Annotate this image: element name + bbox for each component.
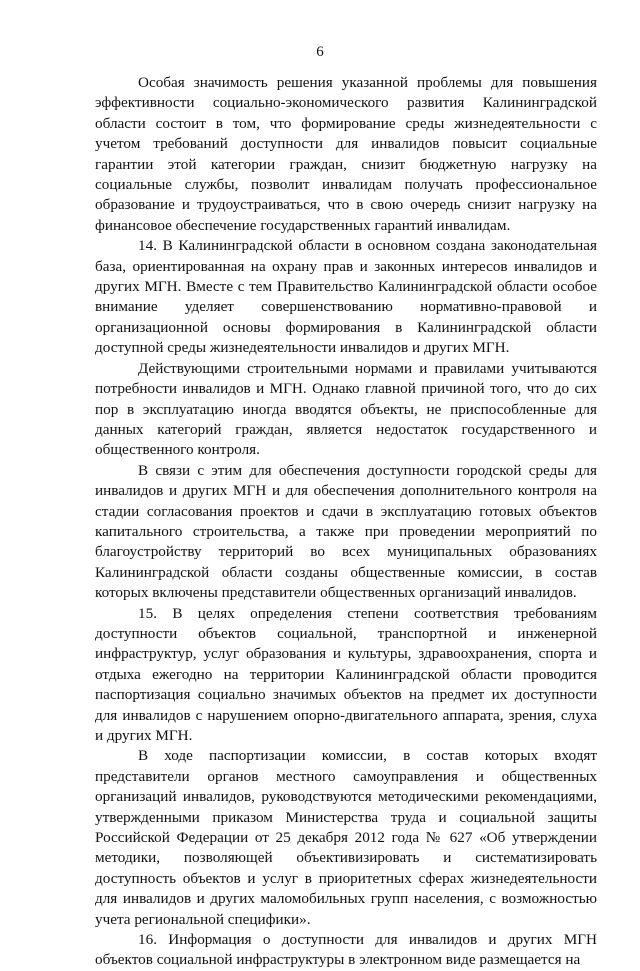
paragraph-building-norms: Действующими строительными нормами и правилами учитываются потребности инвалидов и МГН. Однако главной причиной того, что до сих пор в эксплуатацию иногда вводятся объекты, не приспособленные для данных категорий граждан, является недостаток государственного и общественного контроля. <box>95 359 597 459</box>
paragraph-methodical-recommendations: В ходе паспортизации комиссии, в состав которых входят представители органов местного самоуправления и общественных организаций инвалидов, руководствуются методическими рекомендациями, утвержденными приказом Министерства труда и социальной защиты Российской Федерации от 25 декабря 2012 года № 627 «Об утверждении методики, позволяющей объективизировать и систематизировать доступность объектов и услуг в приоритетных сферах жизнедеятельности для инвалидов и других маломобильных групп населения, с возможностью учета региональной специфики». <box>95 747 597 928</box>
document-body <box>95 73 597 971</box>
paragraph-14-legislative-base: 14. В Калининградской области в основном создана законодательная база, ориентированная на охрану прав и законных интересов инвалидов и других МГН. Вместе с тем Правительство Калининградской области особое внимание уделяет совершенствованию нормативно-правовой и организационной основы формирования в Калининградской области доступной среды жизнедеятельности инвалидов и других МГН. <box>95 237 597 357</box>
paragraph-public-commissions: В связи с этим для обеспечения доступности городской среды для инвалидов и других МГН и для обеспечения дополнительного контроля на стадии согласования проектов и сдачи в эксплуатацию готовых объектов капитального строительства, а также при проведении мероприятий по благоустройству территорий во всех муниципальных образованиях Калининградской области созданы общественные комиссии, в состав которых включены представители общественных организаций инвалидов. <box>95 461 597 602</box>
page-number: 6 <box>316 44 324 60</box>
paragraph-15-passportization: 15. В целях определения степени соответствия требованиям доступности объектов социальной, транспортной и инженерной инфраструктур, услуг образования и культуры, здравоохранения, спорта и отдыха ежегодно на территории Калининградской области проводится паспортизация социально значимых объектов на предмет их доступности для инвалидов с нарушением опорно-двигательного аппарата, зрения, слуха и других МГН. <box>95 604 597 744</box>
paragraph-significance: Особая значимость решения указанной проблемы для повышения эффективности социально-экономического развития Калининградской области состоит в том, что формирование среды жизнедеятельности с учетом требований доступности для инвалидов повысит социальные гарантии этой категории граждан, снизит бюджетную нагрузку на социальные службы, позволит инвалидам получать профессиональное образование и трудоустраиваться, что в свою очередь снизит нагрузку на финансовое обеспечение государственных гарантий инвалидам. <box>95 74 597 234</box>
paragraph-16-information: 16. Информация о доступности для инвалидов и других МГН объектов социальной инфраструктуры в электронном виде размещается на <box>95 931 597 969</box>
